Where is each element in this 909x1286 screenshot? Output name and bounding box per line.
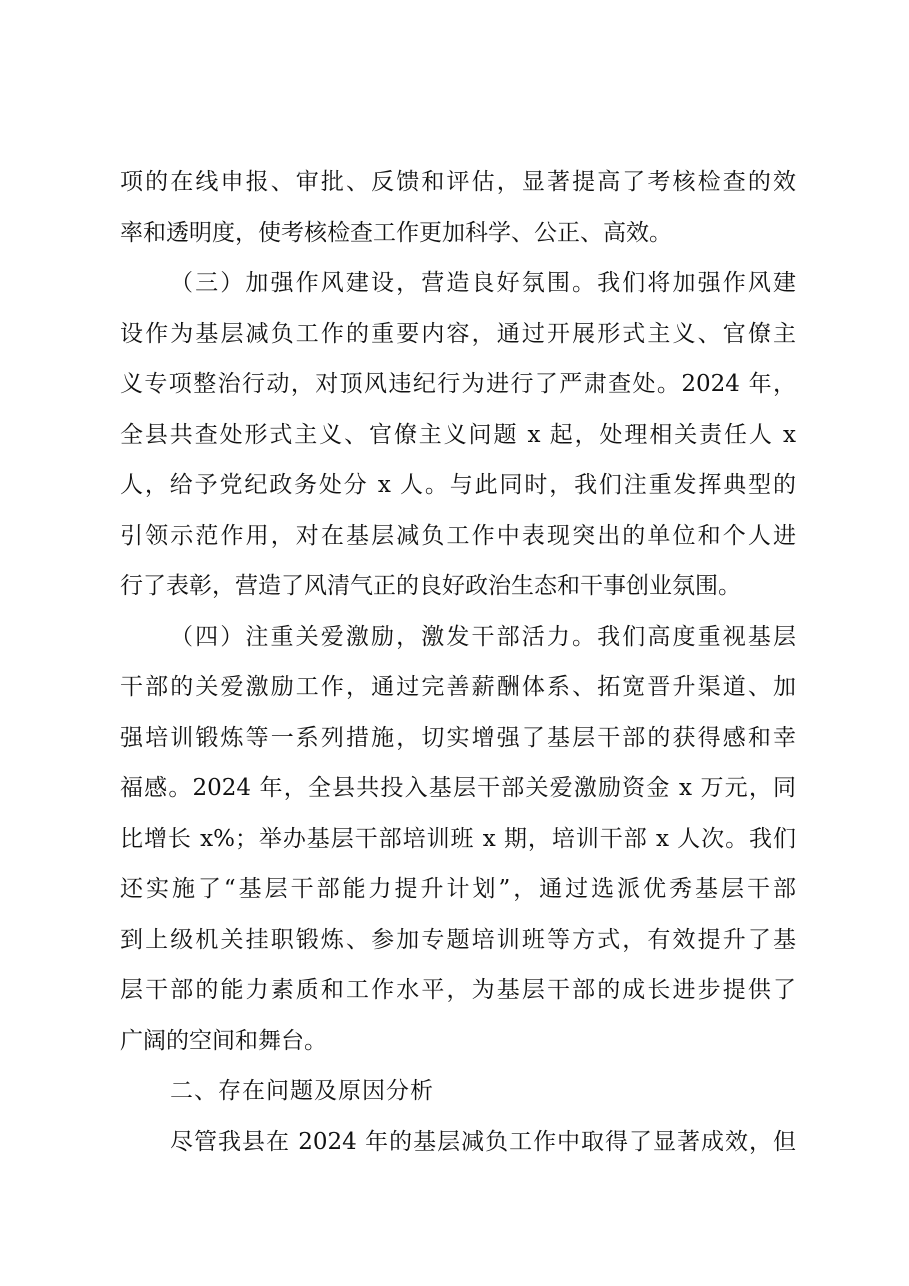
paragraph-line: 引领示范作用，对在基层减负工作中表现突出的单位和个人进 [120, 523, 796, 549]
paragraph-line: 义专项整治行动，对顶风违纪行为进行了严肃查处。2024 年， [120, 371, 796, 397]
paragraph-line: 行了表彰，营造了风清气正的良好政治生态和干事创业氛围。 [120, 573, 741, 599]
section-heading: 二、存在问题及原因分析 [170, 1078, 434, 1104]
paragraph-line: 福感。2024 年，全县共投入基层干部关爱激励资金 x 万元，同 [120, 775, 796, 801]
paragraph-line: 设作为基层减负工作的重要内容，通过开展形式主义、官僚主 [120, 321, 796, 347]
paragraph-line: 项的在线申报、审批、反馈和评估，显著提高了考核检查的效 [120, 169, 796, 195]
paragraph-line: 比增长 x%；举办基层干部培训班 x 期，培训干部 x 人次。我们 [120, 826, 796, 852]
paragraph-line: 层干部的能力素质和工作水平，为基层干部的成长进步提供了 [120, 977, 796, 1003]
paragraph-line: （三）加强作风建设，营造良好氛围。我们将加强作风建 [170, 270, 796, 296]
paragraph-line: 还实施了“基层干部能力提升计划”，通过选派优秀基层干部 [120, 876, 796, 902]
paragraph-line: 广阔的空间和舞台。 [120, 1028, 327, 1054]
paragraph-line: 率和透明度，使考核检查工作更加科学、公正、高效。 [120, 220, 672, 246]
paragraph-line: 尽管我县在 2024 年的基层减负工作中取得了显著成效，但 [170, 1129, 796, 1155]
paragraph-line: 全县共查处形式主义、官僚主义问题 x 起，处理相关责任人 x [120, 422, 796, 448]
paragraph-line: 强培训锻炼等一系列措施，切实增强了基层干部的获得感和幸 [120, 725, 796, 751]
paragraph-line: （四）注重关爱激励，激发干部活力。我们高度重视基层 [170, 624, 796, 650]
paragraph-line: 干部的关爱激励工作，通过完善薪酬体系、拓宽晋升渠道、加 [120, 674, 796, 700]
paragraph-line: 到上级机关挂职锻炼、参加专题培训班等方式，有效提升了基 [120, 927, 796, 953]
paragraph-line: 人，给予党纪政务处分 x 人。与此同时，我们注重发挥典型的 [120, 472, 796, 498]
